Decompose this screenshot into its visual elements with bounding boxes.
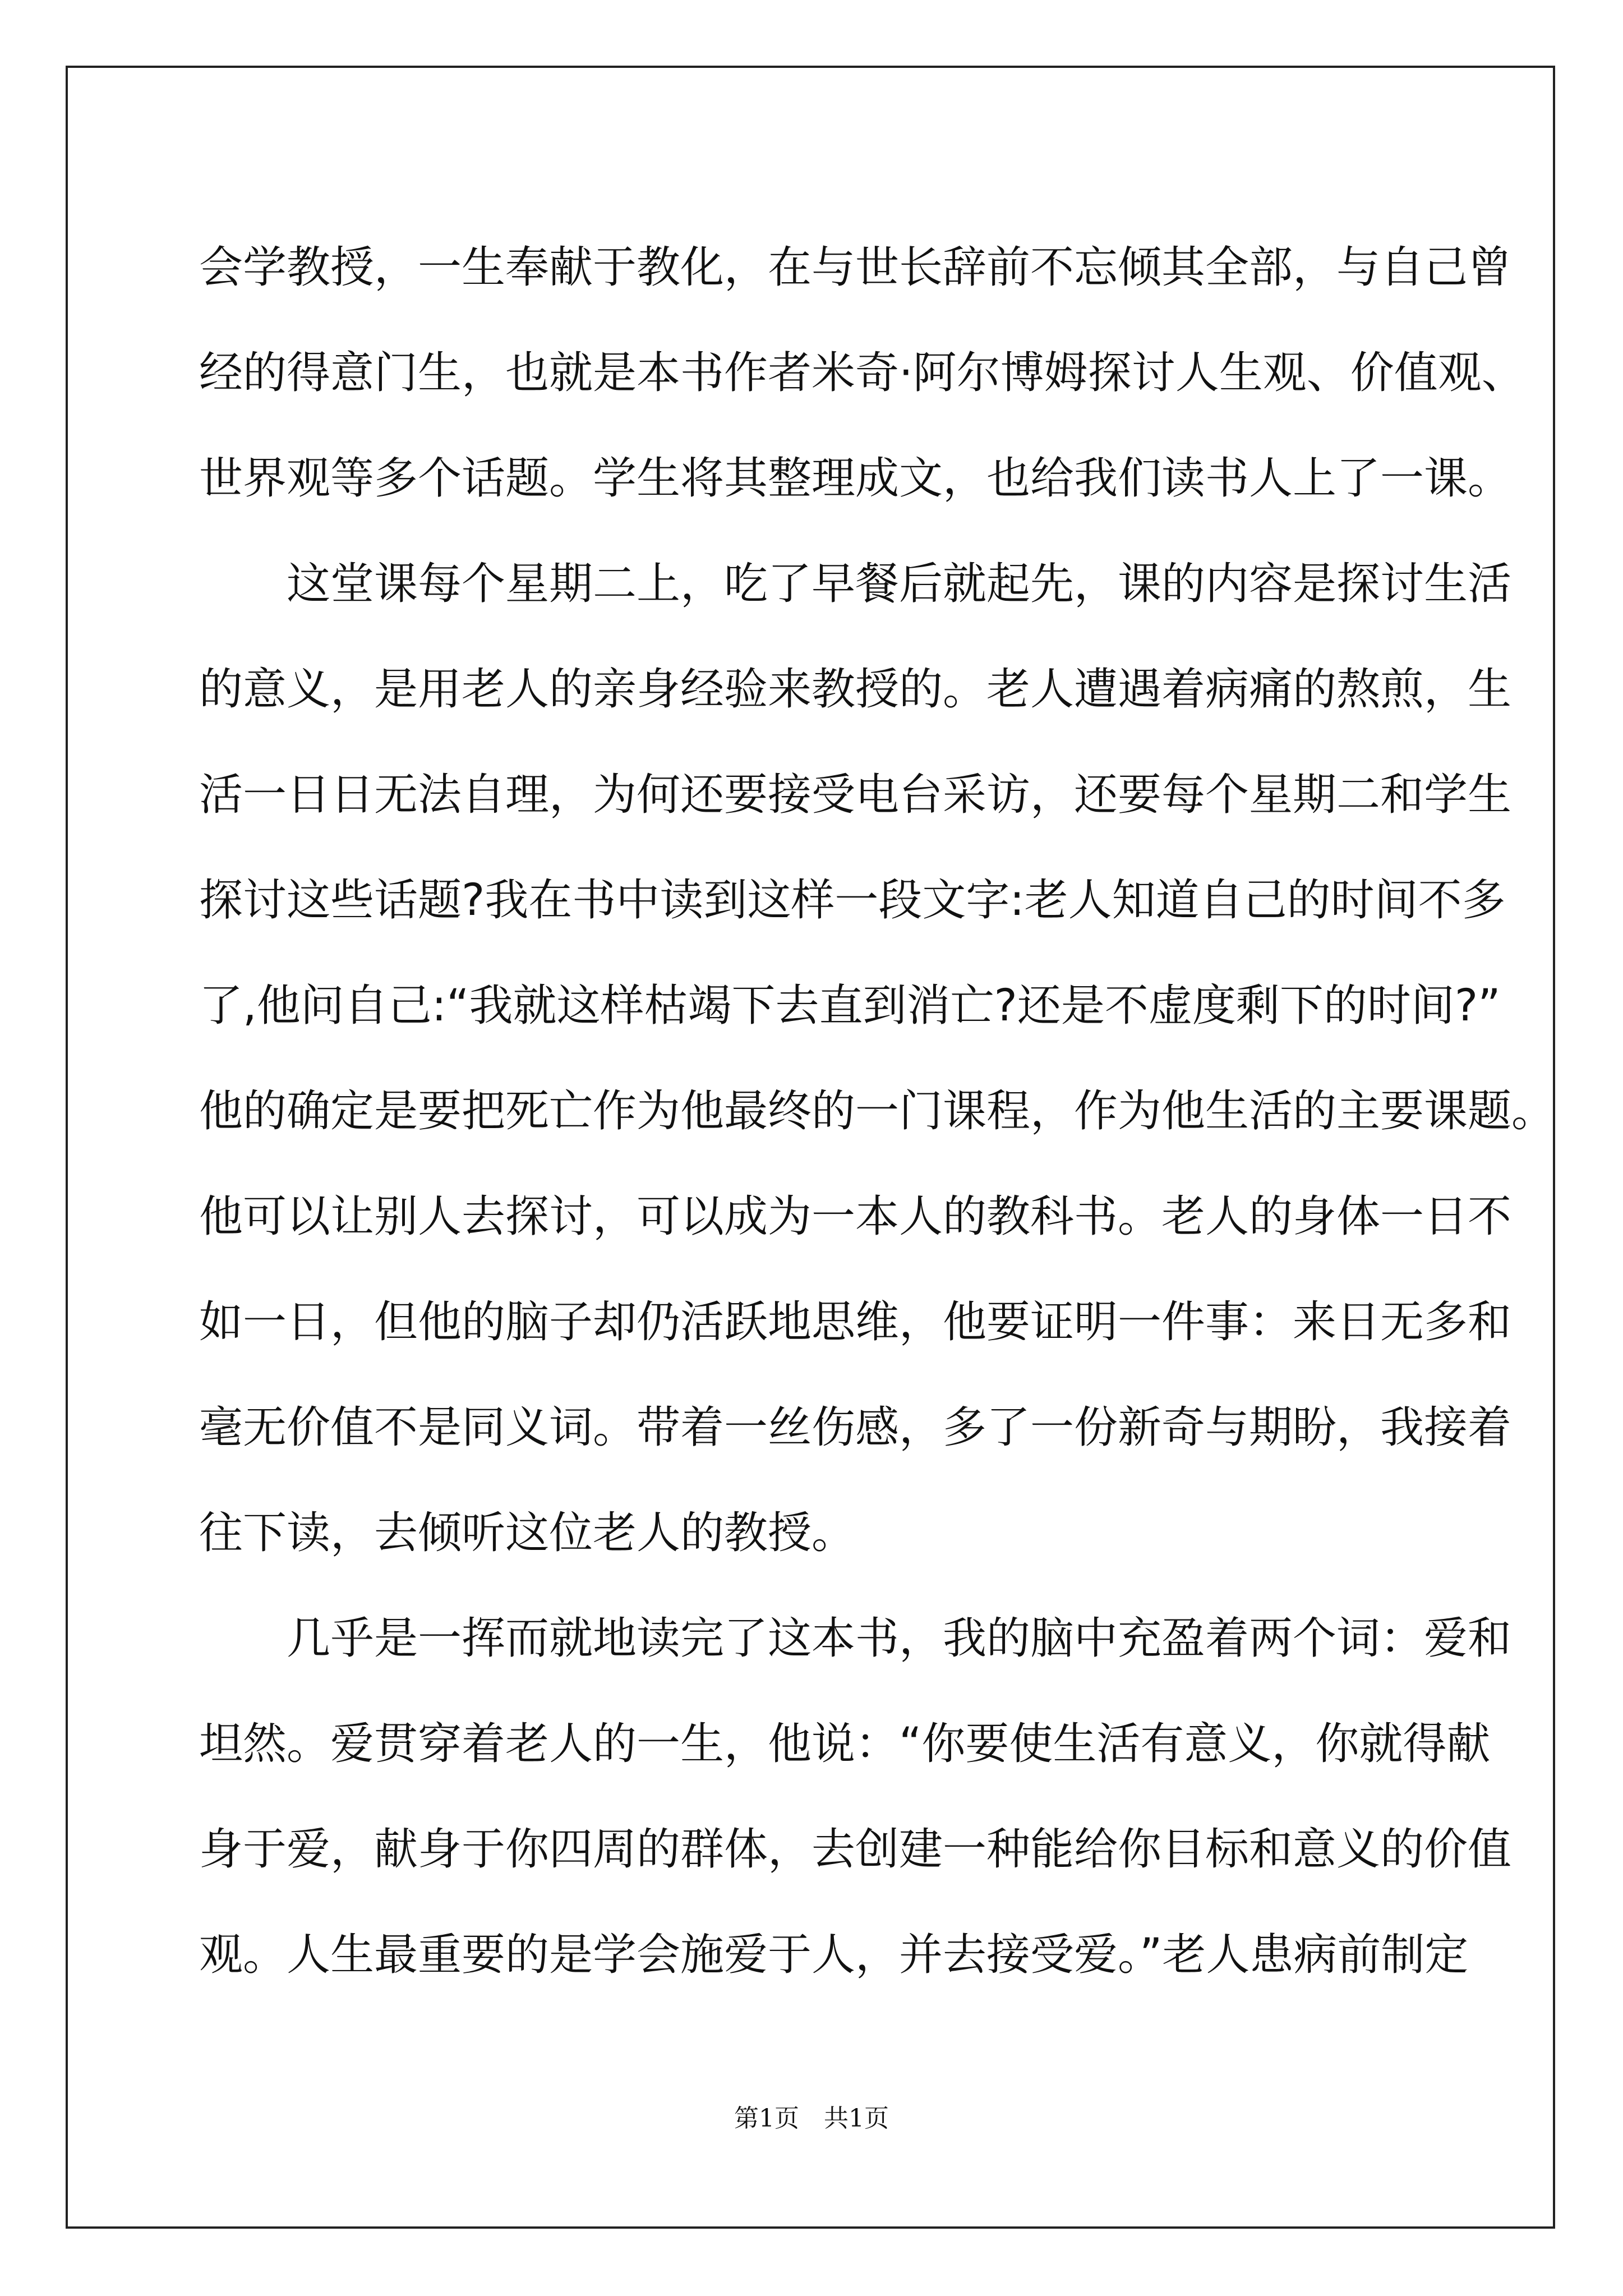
text-line: 毫无价值不是同义词。带着一丝伤感，多了一份新奇与期盼，我接着 xyxy=(199,1402,1512,1453)
text-line: 了,他问自己:“我就这样枯竭下去直到消亡?还是不虚度剩下的时间?” xyxy=(199,981,1501,1031)
text-line: 的意义，是用老人的亲身经验来教授的。老人遭遇着病痛的熬煎，生 xyxy=(199,664,1512,715)
text-line: 活一日日无法自理，为何还要接受电台采访，还要每个星期二和学生 xyxy=(199,770,1512,820)
text-line: 这堂课每个星期二上，吃了早餐后就起先，课的内容是探讨生活 xyxy=(287,559,1512,609)
text-line: 往下读，去倾听这位老人的教授。 xyxy=(199,1508,856,1558)
text-line: 他的确定是要把死亡作为他最终的一门课程，作为他生活的主要课题。 xyxy=(199,1086,1556,1137)
text-line: 坦然。爱贯穿着老人的一生，他说：“你要使生活有意义，你就得献 xyxy=(199,1719,1491,1769)
text-line: 探讨这些话题?我在书中读到这样一段文字:老人知道自己的时间不多 xyxy=(199,875,1506,926)
text-line: 会学教授，一生奉献于教化，在与世长辞前不忘倾其全部，与自己曾 xyxy=(199,242,1512,293)
page-number: 第1页 共1页 xyxy=(734,2104,889,2133)
document-body xyxy=(199,215,1556,2008)
text-line: 身于爱，献身于你四周的群体，去创建一种能给你目标和意义的价值 xyxy=(199,1824,1512,1875)
text-line: 世界观等多个话题。学生将其整理成文，也给我们读书人上了一课。 xyxy=(199,453,1512,504)
text-line: 如一日，但他的脑子却仍活跃地思维，他要证明一件事：来日无多和 xyxy=(199,1297,1512,1347)
text-line: 经的得意门生，也就是本书作者米奇·阿尔博姆探讨人生观、价值观、 xyxy=(199,348,1525,398)
text-line: 他可以让别人去探讨，可以成为一本人的教科书。老人的身体一日不 xyxy=(199,1191,1512,1242)
text-line: 几乎是一挥而就地读完了这本书，我的脑中充盈着两个词：爱和 xyxy=(287,1613,1512,1664)
text-line: 观。人生最重要的是学会施爱于人，并去接受爱。”老人患病前制定 xyxy=(199,1930,1469,1980)
